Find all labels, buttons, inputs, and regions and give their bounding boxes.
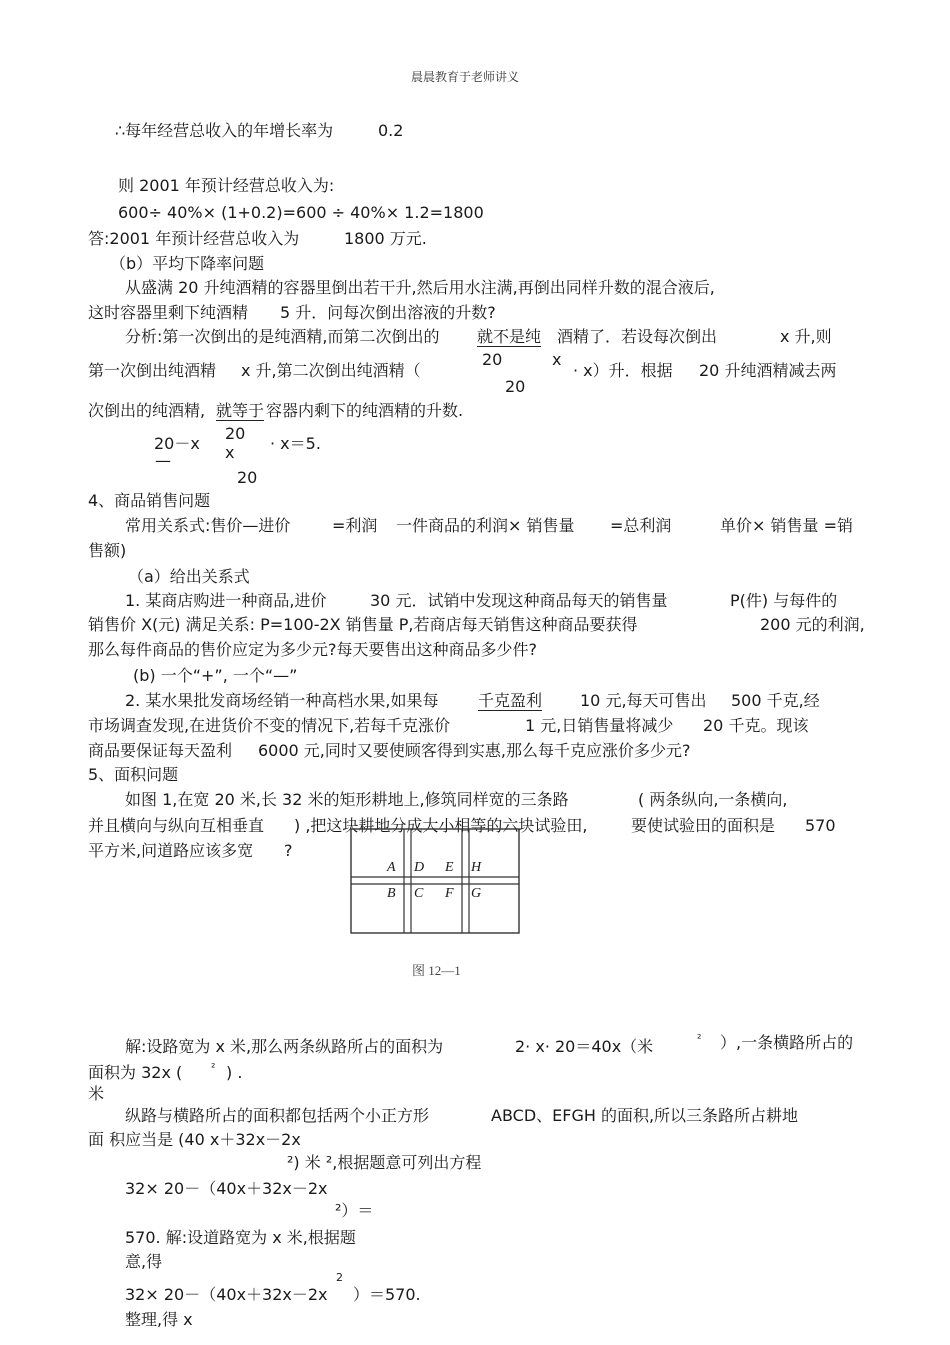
text-line: 第一次倒出纯酒精 [88,361,217,380]
text-line: 米 [88,1084,105,1103]
formula-line: 600÷ 40%× (1+0.2)=600 ÷ 40%× 1.2=1800 [118,203,484,222]
figure-label-g: G [471,886,482,901]
formula-line: 32× 20－（40x＋32x－2x [125,1179,328,1198]
text-line: · x）升．根据 [573,361,673,380]
text-line: 如图 1,在宽 20 米,长 32 米的矩形耕地上,修筑同样宽的三条路 [125,790,569,809]
text-line: 商品要保证每天盈利 [88,741,233,760]
text-line: =利润 [332,516,378,535]
text-line: 解:设路宽为 x 米,那么两条纵路所占的面积为 [125,1037,444,1056]
text-line: 售额) [88,541,127,560]
text-line: 2· x· 20＝40x（米 [515,1037,654,1056]
text-line: ABCD、EFGH 的面积,所以三条路所占耕地 [491,1106,799,1125]
text-line: 10 元,每天可售出 [580,691,707,710]
text-line: 纵路与横路所占的面积都包括两个小正方形 [125,1106,430,1125]
text-line: 面 积应当是 (40 x＋32x－2x [88,1130,301,1149]
text-line: ) ,把这块耕地分成大小相等的六块试验田, [294,816,588,835]
text-line: 200 元的利润, [760,615,865,634]
text-line: 6000 元,同时又要使顾客得到实惠,那么每千克应涨价多少元? [258,741,691,760]
text-line: 并且横向与纵向互相垂直 [88,816,265,835]
text-line: ( 两条纵向,一条横向, [638,790,788,809]
superscript: ² [211,1061,216,1074]
text-line: 570 [805,816,836,835]
text-line: 30 元．试销中发现这种商品每天的销售量 [370,591,668,610]
figure-label-b: B [387,886,396,901]
figure-label-c: C [414,886,424,901]
text-line: 市场调查发现,在进货价不变的情况下,若每千克涨价 [88,716,451,735]
text-line: 容器内剩下的纯酒精的升数. [266,401,464,420]
text-line: 整理,得 x [125,1310,193,1329]
superscript: 2 [336,1271,343,1284]
fraction-bar: — [155,451,171,470]
text-line: 一件商品的利润× 销售量 [396,516,575,535]
text-line: 从盛满 20 升纯酒精的容器里倒出若干升,然后用水注满,再倒出同样升数的混合液后, [125,278,715,297]
text-line: ∴每年经营总收入的年增长率为 [115,121,334,140]
text-line: 1800 万元. [344,229,427,248]
figure-label-e: E [445,860,454,875]
section-heading: 4、商品销售问题 [88,491,211,510]
equation-term: 20－x [154,434,200,453]
text-line: x 升,则 [780,327,832,346]
figure-label-h: H [471,860,482,875]
text-line: 次倒出的纯酒精, [88,401,206,420]
text-line: 常用关系式:售价—进价 [125,516,291,535]
text-line: 20 千克。现该 [703,716,809,735]
text-line: ? [284,841,293,860]
text-line: ) . [226,1063,243,1082]
text-line: 500 千克,经 [731,691,820,710]
formula-line: 32× 20－（40x＋32x－2x [125,1285,328,1304]
text-line: 面积为 32x ( [88,1063,183,1082]
underlined-text: 千克盈利 [478,691,543,710]
fraction-x: x [552,350,562,369]
fraction-denominator: 20 [505,377,526,396]
figure-label-f: F [445,886,454,901]
text-line: 1. 某商店购进一种商品,进价 [125,591,327,610]
field-outline [351,829,519,933]
figure-label-a: A [387,860,396,875]
text-line: =总利润 [610,516,672,535]
text-line: 这时容器里剩下纯酒精 [88,303,249,322]
text-line: 销售价 X(元) 满足关系: P=100-2X 销售量 P,若商店每天销售这种商品要获得 [88,615,638,634]
fraction-numerator: 20 [482,350,503,369]
text-line: 0.2 [378,121,404,140]
underlined-text: 就不是纯 [477,327,542,346]
text-line: 那么每件商品的售价应定为多少元?每天要售出这种商品多少件? [88,640,537,659]
subsection-heading: （a）给出关系式 [128,567,250,586]
text-line: ）,一条横路所占的 [720,1033,854,1052]
underlined-text: 就等于 [216,401,265,420]
formula-line: ²）＝ [335,1201,374,1220]
fraction-denominator: 20 [237,468,258,487]
section-heading: 5、面积问题 [88,765,179,784]
superscript: ² [697,1032,702,1045]
text-line: 1 元,日销售量将减少 [525,716,674,735]
fraction-x: x [225,443,235,462]
text-line: ²) 米 ²,根据题意可列出方程 [287,1153,482,1172]
text-line: 单价× 销售量 =销 [720,516,853,535]
text-line: 分析:第一次倒出的是纯酒精,而第二次倒出的 [125,327,440,346]
formula-line: ）＝570. [353,1285,421,1304]
text-line: P(件) 与每件的 [730,591,838,610]
fraction-numerator: 20 [225,424,246,443]
field-diagram [350,828,522,936]
text-line: 要使试验田的面积是 [631,816,776,835]
text-line: 意,得 [125,1252,163,1271]
text-line: 酒精了．若设每次倒出 [557,327,718,346]
figure-caption: 图 12—1 [412,963,461,978]
text-line: 20 升纯酒精减去两 [699,361,837,380]
text-line: 则 2001 年预计经营总收入为: [118,176,335,195]
text-line: 5 升．问每次倒出溶液的升数? [280,303,496,322]
text-line: 平方米,问道路应该多宽 [88,841,254,860]
text-line: 570. 解:设道路宽为 x 米,根据题 [125,1228,356,1247]
figure-label-d: D [414,860,425,875]
field-figure [350,828,522,978]
text-line: 2. 某水果批发商场经销一种高档水果,如果每 [125,691,439,710]
page-header: 晨晨教育于老师讲义 [411,70,520,84]
subsection-heading: （b）平均下降率问题 [110,254,265,273]
equation-term: · x＝5. [270,434,321,453]
text-line: x 升,第二次倒出纯酒精（ [241,361,421,380]
text-line: 答:2001 年预计经营总收入为 [88,229,300,248]
subsection-heading: (b) 一个“+”, 一个“—” [133,666,298,685]
